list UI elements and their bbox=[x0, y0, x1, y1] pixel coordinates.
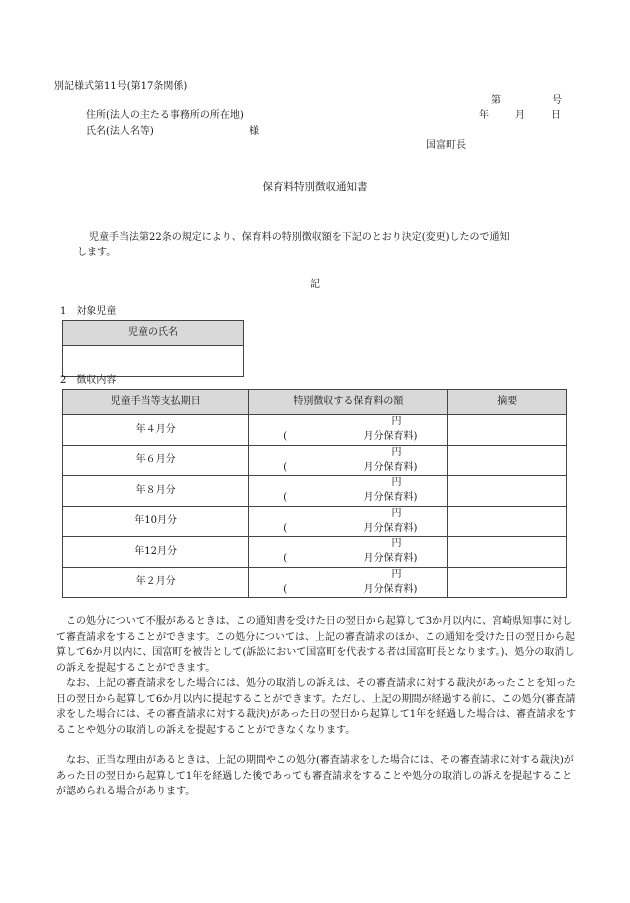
table-row bbox=[63, 506, 567, 537]
yen-label: 円 bbox=[391, 477, 402, 488]
table-row bbox=[63, 567, 567, 598]
notice-paragraph-2: なお、上記の審査請求をした場合には、処分の取消しの訴えは、その審査請求に対する裁決があったことを知った日の翌日から起算して6か月以内に提起することができます。ただし、上記の期間が経過する前に、この処分(審査請求をした場合には、その審査請求に対する裁決)があった日の翌日から起算して1年を経過した場合は、審査請求をすることや処分の取消しの訴えを提起することができなくなります。 bbox=[56, 678, 577, 736]
remarks-cell bbox=[448, 476, 567, 507]
yen-label: 円 bbox=[391, 568, 402, 580]
table-row bbox=[63, 445, 567, 476]
payment-date: 年10月分 bbox=[63, 506, 249, 537]
date-month: 月 bbox=[515, 110, 525, 121]
amount-header: 特別徴収する保育料の額 bbox=[249, 390, 448, 415]
date-day: 日 bbox=[551, 110, 561, 121]
payment-date: 年２月分 bbox=[63, 567, 249, 598]
name-label: 氏名(法人名等) bbox=[86, 126, 154, 137]
ref-number-suffix: 号 bbox=[552, 95, 562, 106]
paren-open: ( bbox=[283, 492, 288, 503]
document-title: 保育料特別徴収通知書 bbox=[262, 181, 368, 193]
amount-cell bbox=[249, 537, 448, 568]
notice-paragraph-1: この処分について不服があるときは、この通知書を受けた日の翌日から起算して3か月以内に、宮崎県知事に対して審査請求をすることができます。この処分については、上記の審査請求のほか、この通知を受けた日の翌日から起算して6か月以内に、国富町を被告として(訴訟において国富町を代表する者は国富町長となります。)、処分の取消しの訴えを提起することができます。 bbox=[56, 616, 575, 674]
payment-date-header: 児童手当等支払期日 bbox=[63, 390, 249, 415]
unit-label: 月分保育料) bbox=[363, 431, 418, 442]
amount-cell bbox=[249, 506, 448, 537]
remarks-cell bbox=[448, 506, 567, 537]
remarks-header: 摘要 bbox=[448, 390, 567, 415]
section-2-heading: 2 徴収内容 bbox=[60, 375, 117, 386]
payment-table bbox=[62, 389, 567, 598]
ref-number-prefix: 第 bbox=[491, 95, 501, 106]
section-1-heading: 1 対象児童 bbox=[60, 306, 117, 317]
table-row bbox=[63, 415, 567, 446]
payment-date: 年12月分 bbox=[63, 537, 249, 568]
amount-cell bbox=[249, 415, 448, 446]
amount-cell bbox=[249, 476, 448, 507]
address-label: 住所(法人の主たる事務所の所在地) bbox=[86, 110, 244, 121]
unit-label: 月分保育料) bbox=[363, 522, 418, 534]
notice-paragraph-3: なお、正当な理由があるときは、上記の期間やこの処分(審査請求をした場合には、その審査請求に対する裁決)があった日の翌日から起算して1年を経過した後であっても審査請求をすることや処分の取消しの訴えを提起することが認められる場合があります。 bbox=[56, 755, 574, 797]
paren-open: ( bbox=[283, 583, 288, 595]
ki-label: 記 bbox=[310, 279, 320, 290]
child-name-header: 児童の氏名 bbox=[63, 321, 244, 346]
date-year: 年 bbox=[479, 110, 489, 121]
child-table bbox=[62, 320, 244, 377]
child-name-cell bbox=[63, 346, 244, 377]
paren-open: ( bbox=[283, 461, 288, 473]
form-header: 別記様式第11号(第17条関係) bbox=[54, 81, 188, 92]
yen-label: 円 bbox=[391, 446, 402, 458]
issuer: 国富町長 bbox=[426, 140, 466, 151]
remarks-cell bbox=[448, 445, 567, 476]
amount-cell bbox=[249, 567, 448, 598]
payment-date: 年４月分 bbox=[63, 415, 249, 446]
table-row bbox=[63, 476, 567, 507]
remarks-cell bbox=[448, 415, 567, 446]
paren-open: ( bbox=[283, 553, 288, 564]
unit-label: 月分保育料) bbox=[363, 553, 418, 564]
payment-date: 年６月分 bbox=[63, 445, 249, 476]
remarks-cell bbox=[448, 537, 567, 568]
paren-open: ( bbox=[283, 431, 288, 442]
yen-label: 円 bbox=[391, 416, 402, 427]
table-row bbox=[63, 537, 567, 568]
intro-line-2: します。 bbox=[77, 247, 117, 258]
yen-label: 円 bbox=[391, 507, 402, 519]
unit-label: 月分保育料) bbox=[363, 492, 418, 503]
unit-label: 月分保育料) bbox=[363, 461, 418, 473]
paren-open: ( bbox=[283, 522, 288, 534]
unit-label: 月分保育料) bbox=[363, 583, 418, 595]
remarks-cell bbox=[448, 567, 567, 598]
yen-label: 円 bbox=[391, 538, 402, 549]
honorific: 様 bbox=[249, 126, 259, 137]
amount-cell bbox=[249, 445, 448, 476]
payment-date: 年８月分 bbox=[63, 476, 249, 507]
intro-line-1: 児童手当法第22条の規定により、保育料の特別徴収額を下記のとおり決定(変更)したので通知 bbox=[89, 232, 510, 243]
